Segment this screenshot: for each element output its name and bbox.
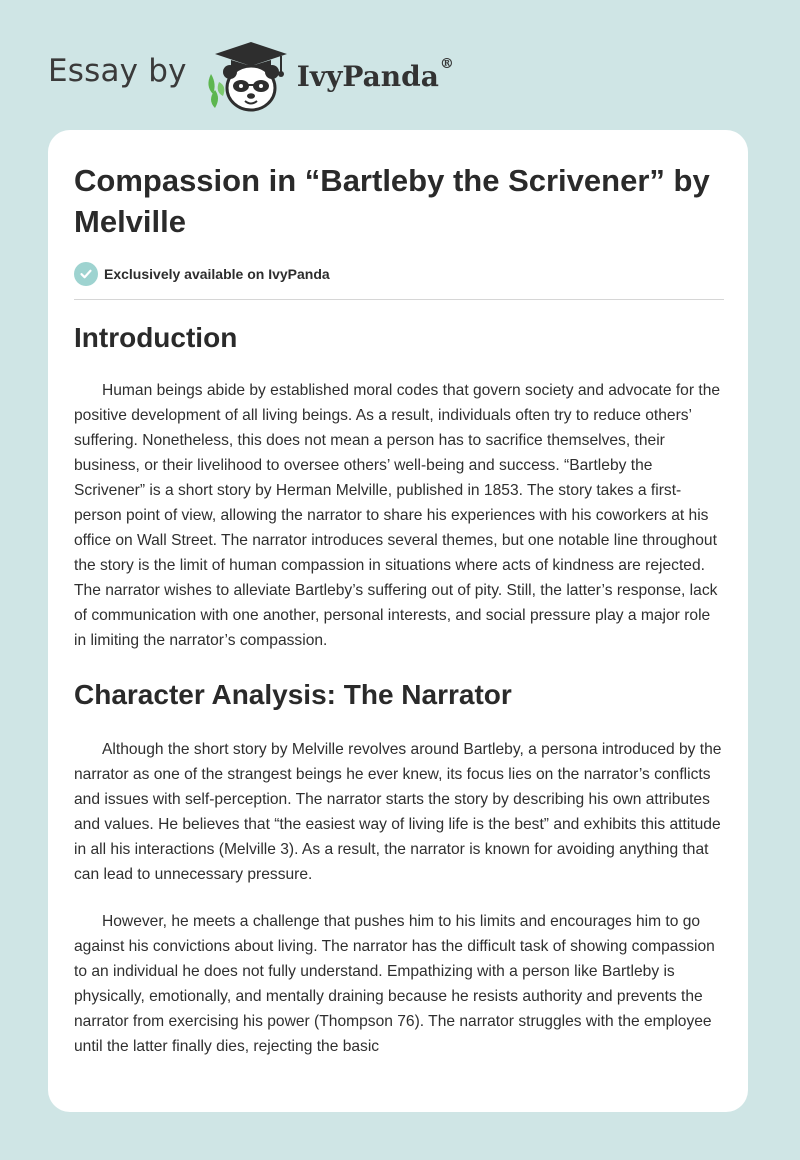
registered-mark: ®: [439, 55, 454, 72]
panda-graduate-logo-icon[interactable]: [201, 34, 291, 114]
check-circle-icon: [74, 262, 98, 286]
essay-by-label: Essay by: [48, 53, 187, 89]
site-header: [48, 34, 454, 114]
brand-text: IvyPanda: [296, 59, 439, 93]
paragraph-introduction-1: Human beings abide by established moral codes that govern society and advocate for the positive development of all living beings. As a result, individuals often try to reduce others’ suffering. Nonetheless, this does not mean a person has to sacrifice themselves, their business, or their livelihood to oversee others’ well-being and success. “Bartleby the Scrivener” is a short story by Herman Melville, published in 1853. The story takes a first-person point of view, allowing the narrator to share his experiences with his coworkers at his office on Wall Street. The narrator introduces several themes, but one notable line throughout the story is the limit of human compassion in situations where acts of kindness are rejected. The narrator wishes to alleviate Bartleby’s suffering out of pity. Still, the latter’s response, lack of communication with one another, personal interests, and social pressure play a major role in limiting the narrator’s compassion.: [74, 382, 721, 649]
brand-name[interactable]: [296, 55, 454, 93]
essay-card: [48, 130, 748, 1112]
section-heading-character-analysis: Character Analysis: The Narrator: [74, 679, 512, 710]
paragraph-character-1: Although the short story by Melville revolves around Bartleby, a persona introduced by the narrator as one of the strangest beings he ever knew, its focus lies on the narrator’s conflicts and issues with self-perception. The narrator starts the story by describing his own attributes and values. He believes that “the easiest way of living life is the best” and exhibits this attitude in all his interactions (Melville 3). As a result, the narrator is known for avoiding anything that can lead to unnecessary pressure.: [74, 741, 722, 883]
exclusive-badge: [74, 260, 724, 288]
section-heading-introduction: Introduction: [74, 322, 238, 353]
exclusive-badge-text: Exclusively available on IvyPanda: [104, 266, 330, 282]
essay-content: [74, 160, 724, 1059]
title-divider: [74, 299, 724, 300]
essay-title: Compassion in “Bartleby the Scrivener” by Melville: [74, 163, 710, 239]
paragraph-character-2: However, he meets a challenge that pushes him to his limits and encourages him to go against his convictions about living. The narrator has the difficult task of showing compassion to an individual he does not fully understand. Empathizing with a person like Bartleby is physically, emotionally, and mentally draining because he resists authority and prevents the narrator from exercising his power (Thompson 76). The narrator struggles with the employee until the latter finally dies, rejecting the basic: [74, 913, 715, 1055]
